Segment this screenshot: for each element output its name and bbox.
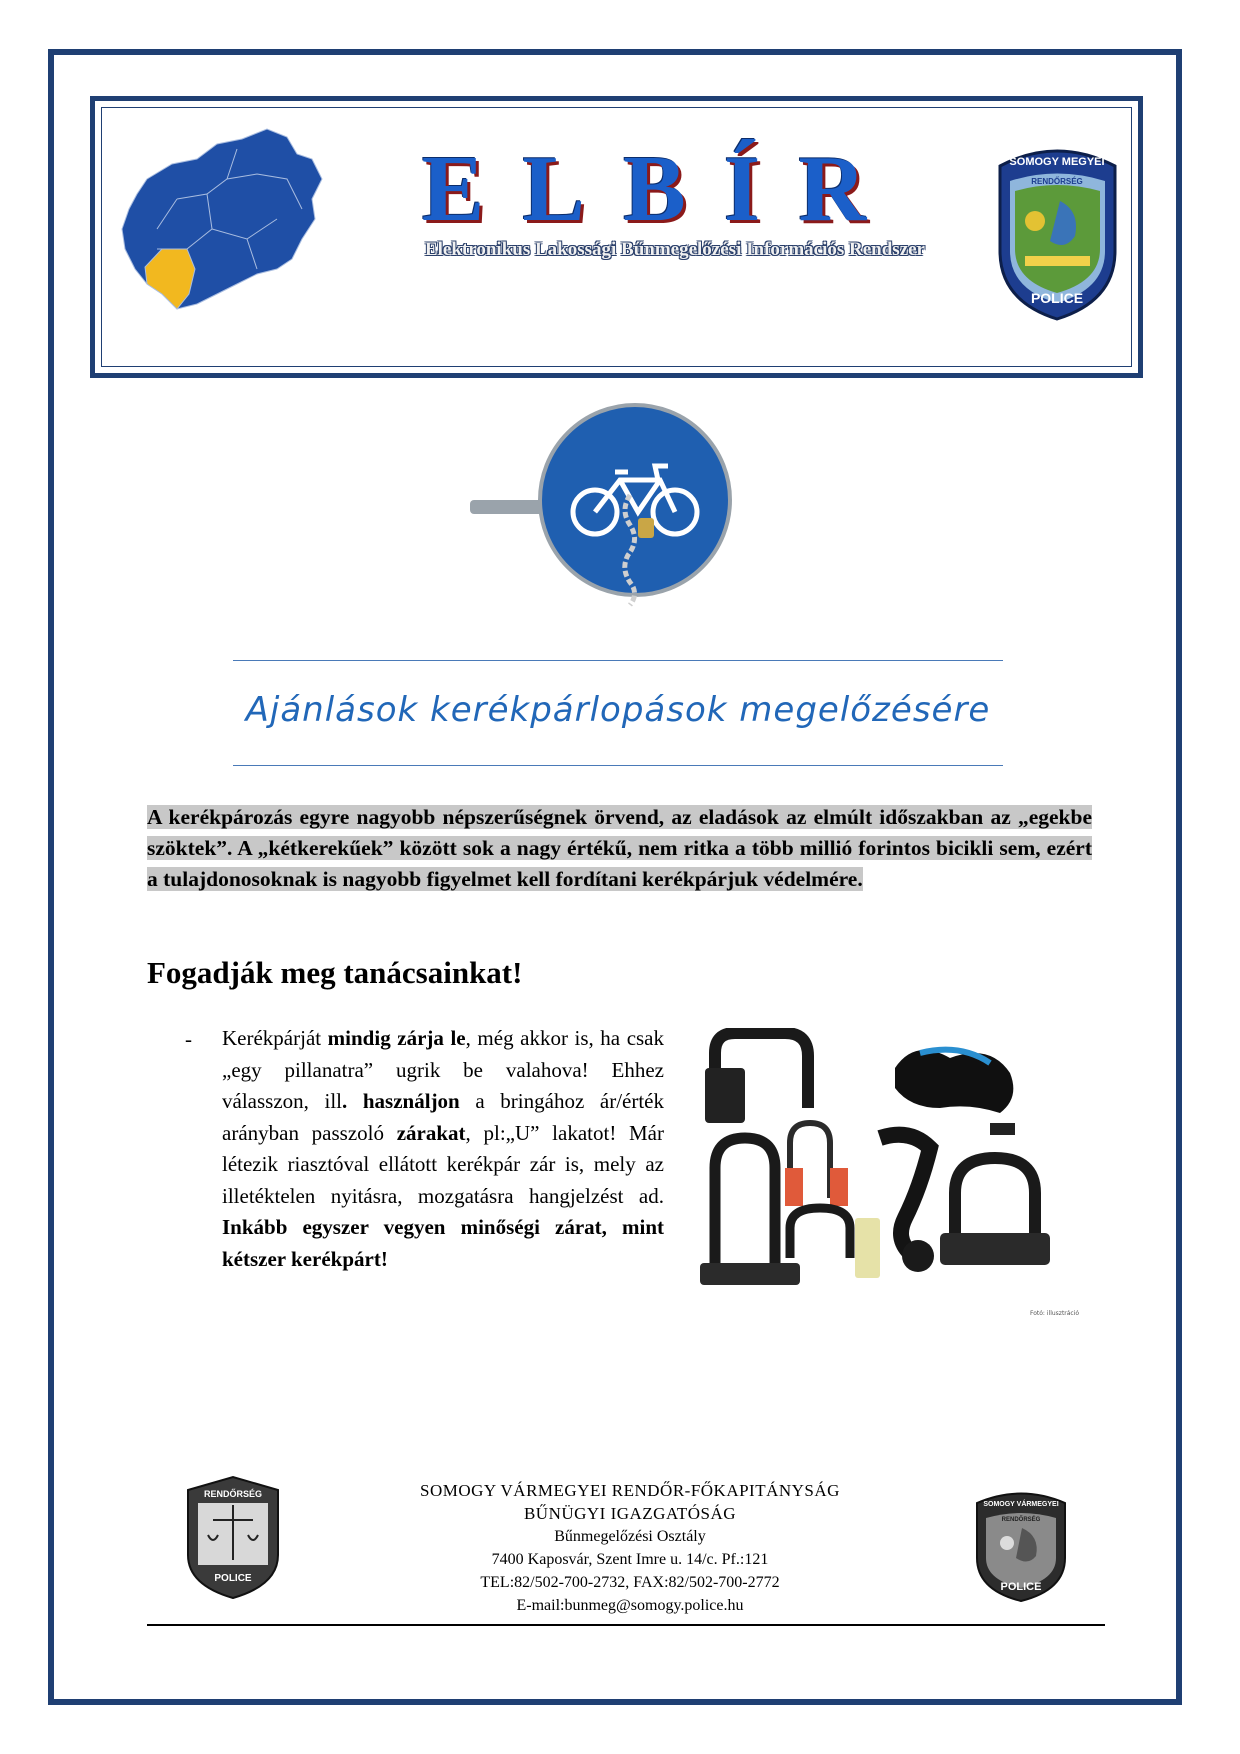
right-badge-mid: RENDŐRSÉG — [1001, 1517, 1041, 1523]
footer-rule — [147, 1624, 1105, 1626]
footer-line4: 7400 Kaposvár, Szent Imre u. 14/c. Pf.:121 — [491, 1551, 769, 1568]
elbir-subtitle: Elektronikus Lakossági Bűnmegelőzési Információs Rendszer — [424, 239, 925, 260]
badge-bottom-text: POLICE — [1030, 290, 1084, 306]
badge-mid-text: RENDŐRSÉG — [1031, 177, 1083, 186]
bullet-dash: - — [185, 1027, 192, 1051]
document-title: Ajánlások kerékpárlopások megelőzésére — [245, 690, 991, 730]
footer-email: E-mail:bunmeg@somogy.police.hu — [516, 1597, 744, 1614]
intro-paragraph — [147, 802, 1092, 895]
bicycle-sign-icon — [470, 400, 750, 610]
elbir-title: ELBÍR — [421, 137, 905, 241]
badge-top-text: SOMOGY MEGYEI — [1009, 156, 1105, 168]
advice-heading: Fogadják meg tanácsainkat! — [147, 955, 523, 990]
right-badge-bottom: POLICE — [1000, 1581, 1042, 1593]
bullet-b1: mindig zárja le — [327, 1026, 466, 1050]
hungary-map-icon — [117, 119, 332, 334]
bullet-text — [222, 1023, 664, 1275]
footer-line2: BŰNÜGYI IGAZGATÓSÁG — [523, 1504, 737, 1523]
bullet-t1: Kerékpárját — [222, 1026, 328, 1050]
footer-line5: TEL:82/502-700-2732, FAX:82/502-700-2772 — [480, 1574, 780, 1591]
bullet-t3: a bringához ár/érték arányban passzoló — [222, 1089, 664, 1145]
police-crest-left-icon — [183, 1475, 283, 1600]
intro-text: A kerékpározás egyre nagyobb népszerűségnek örvend, az eladások az elmúlt időszakban az „egekbe szöktek”. A „kétkerekűek” között sok a nagy értékű, nem ritka a több millió forintos bicikli sem, ezért a tulajdonosoknak is nagyobb figyelmet kell fordítani kerékpárjuk védelmére. — [147, 805, 1092, 891]
header-banner — [90, 96, 1143, 378]
title-rule-bottom — [233, 765, 1003, 766]
footer-address — [320, 1479, 940, 1617]
police-badge-right-icon — [972, 1488, 1070, 1603]
bullet-b4: Inkább egyszer vegyen minőségi zárat, mint kétszer kerékpárt! — [222, 1215, 664, 1271]
police-badge-icon — [990, 141, 1125, 321]
photo-credit: Fotó: illusztráció — [1030, 1310, 1080, 1317]
bullet-t4: , pl:„U” lakatot! Már létezik riasztóval ellátott kerékpár zár is, mely az illetéktelen nyitásra, mozgatásra hangjelzést ad. — [222, 1120, 665, 1208]
bullet-t2: , még akkor is, ha csak „egy pillanatra” ugrik be valahova! Ehhez válasszon, ill — [222, 1026, 665, 1113]
footer-line3: Bűnmegelőzési Osztály — [554, 1528, 706, 1545]
footer-line1: SOMOGY VÁRMEGYEI RENDŐR-FŐKAPITÁNYSÁG — [420, 1481, 840, 1500]
title-rule-top — [233, 660, 1003, 661]
left-crest-top: RENDŐRSÉG — [203, 1489, 263, 1499]
right-badge-top: SOMOGY VÁRMEGYEI — [983, 1501, 1059, 1508]
bike-locks-photo-icon — [690, 1028, 1095, 1318]
bullet-b3: zárakat — [396, 1120, 466, 1145]
left-crest-bottom: POLICE — [214, 1573, 252, 1584]
bullet-b2: . használjon — [342, 1089, 460, 1113]
